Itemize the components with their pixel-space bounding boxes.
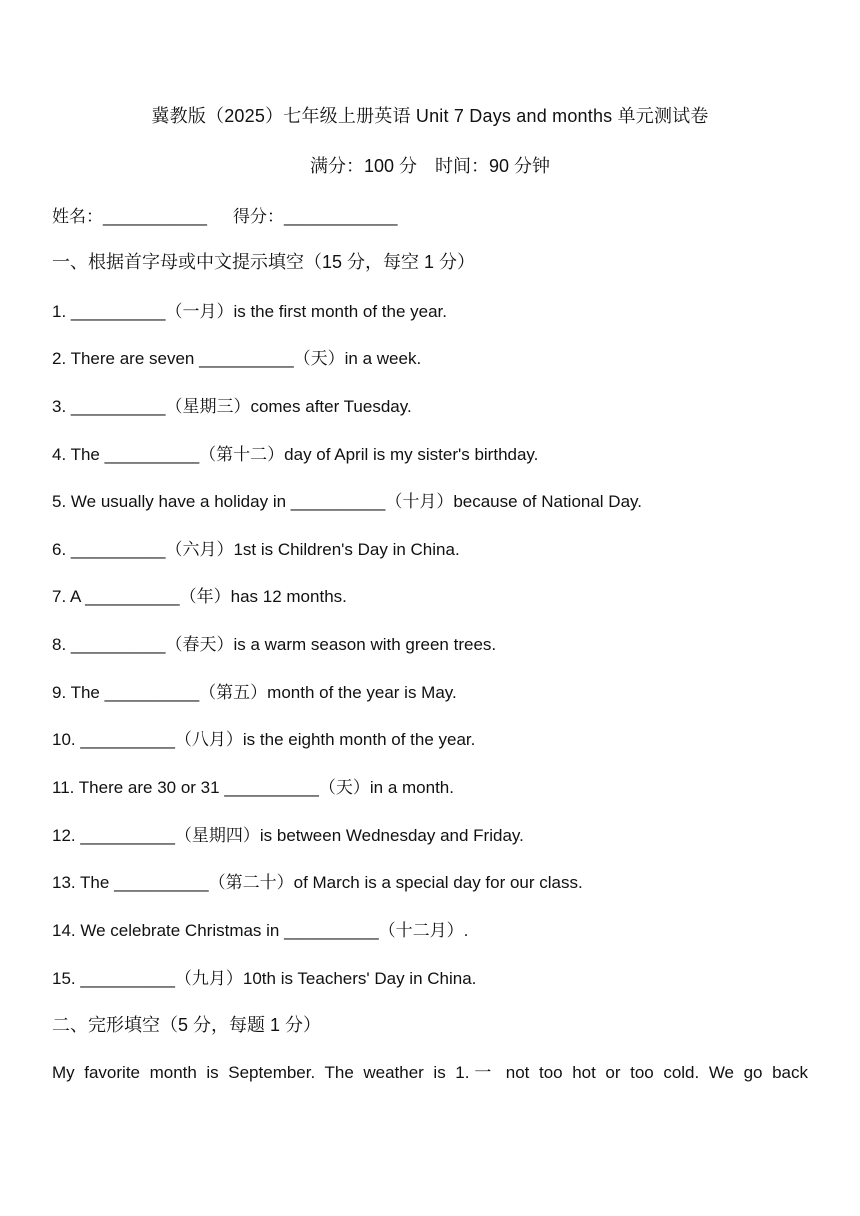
question-9: 9. The __________（第五）month of the year is May. (52, 683, 457, 702)
page-subtitle: 满分：100 分 时间：90 分钟 (309, 156, 551, 176)
question-6: 6. __________（六月）1st is Children's Day in China. (52, 540, 460, 559)
section-1-heading: 一、根据首字母或中文提示填空（15 分，每空 1 分） (52, 252, 476, 272)
question-14: 14. We celebrate Christmas in __________（十二月）. (52, 921, 469, 940)
question-5: 5. We usually have a holiday in __________（十月）because of National Day. (52, 492, 643, 511)
question-2: 2. There are seven __________（天）in a week. (52, 349, 422, 368)
score-field-label: 得分：____________ (233, 207, 398, 226)
name-field-label: 姓名：___________ (52, 207, 208, 226)
question-15: 15. __________（九月）10th is Teachers' Day in China. (52, 969, 477, 988)
question-12: 12. __________（星期四）is between Wednesday and Friday. (52, 826, 524, 845)
question-10: 10. __________（八月）is the eighth month of the year. (52, 730, 476, 749)
question-1: 1. __________（一月）is the first month of the year. (52, 302, 447, 321)
question-8: 8. __________（春天）is a warm season with green trees. (52, 635, 497, 654)
question-11: 11. There are 30 or 31 __________（天）in a month. (52, 778, 454, 797)
question-4: 4. The __________（第十二）day of April is my sister's birthday. (52, 445, 539, 464)
question-3: 3. __________（星期三）comes after Tuesday. (52, 397, 412, 416)
section-2-heading: 二、完形填空（5 分，每题 1 分） (52, 1015, 322, 1035)
cloze-passage-line: My favorite month is September. The weather is 1.一 not too hot or too cold. We go back (52, 1063, 808, 1082)
question-13: 13. The __________（第二十）of March is a special day for our class. (52, 873, 583, 892)
student-info-row (52, 202, 397, 227)
question-7: 7. A __________（年）has 12 months. (52, 587, 347, 606)
page-title: 冀教版（2025）七年级上册英语 Unit 7 Days and months 单元测试卷 (151, 106, 709, 126)
